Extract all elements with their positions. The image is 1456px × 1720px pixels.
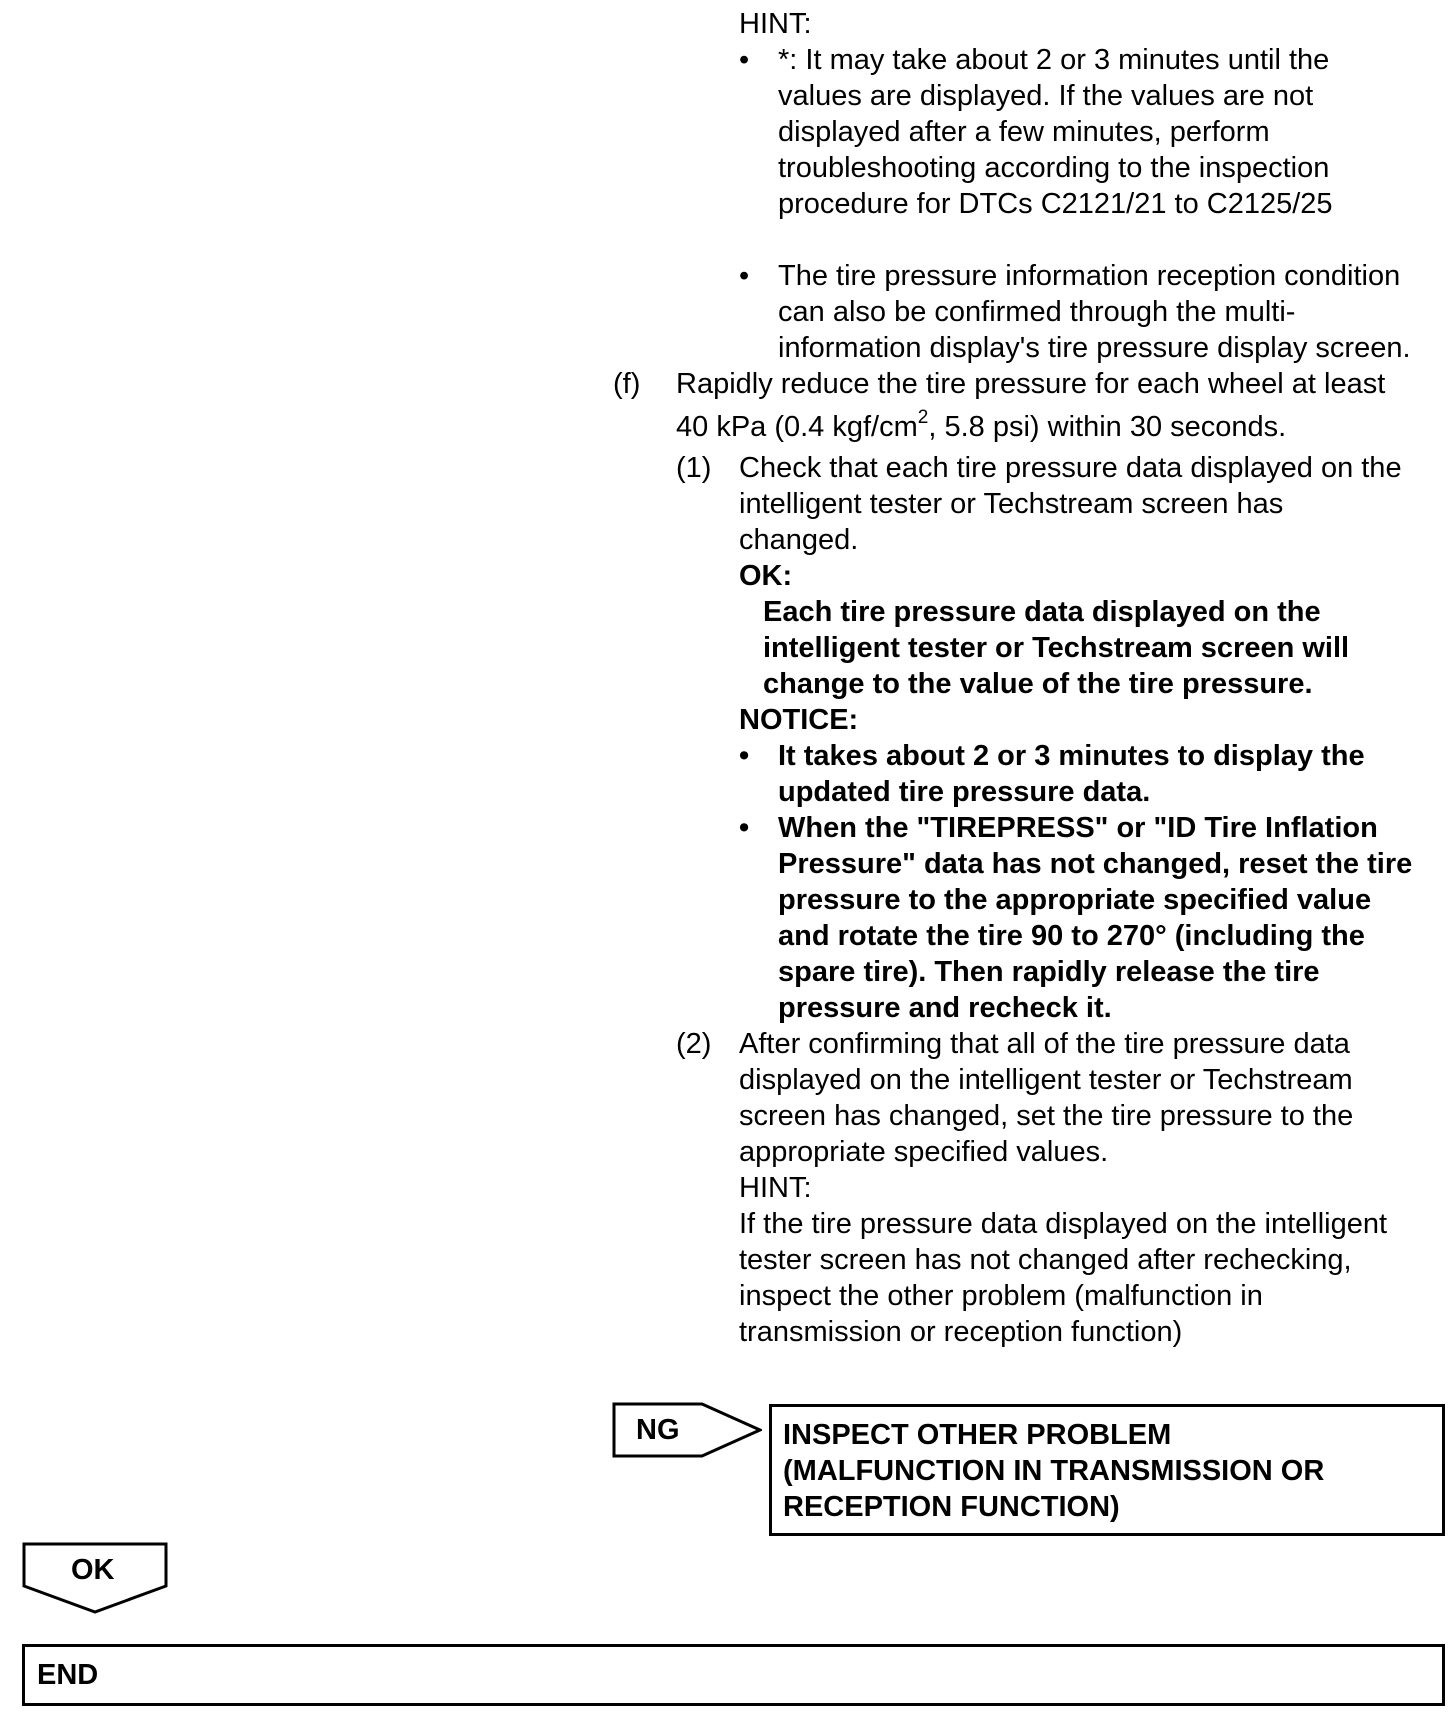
step-f-line-2-pre: 40 kPa (0.4 kgf/cm <box>676 411 918 443</box>
hint-bullet-1-line-4: troubleshooting according to the inspection <box>778 152 1330 184</box>
step-f-line-2 <box>676 409 1286 445</box>
hint-bullet-1-line-1: *: It may take about 2 or 3 minutes until the <box>778 44 1330 76</box>
end-label: END <box>37 1659 99 1691</box>
sub-1-line-3: changed. <box>739 524 859 556</box>
superscript-2: 2 <box>917 407 929 429</box>
sub-2-line-2: displayed on the intelligent tester or Techstream <box>739 1064 1353 1096</box>
sub-2-line-1: After confirming that all of the tire pressure data <box>739 1028 1350 1060</box>
end-box <box>22 1644 1445 1706</box>
sub-1-line-1: Check that each tire pressure data displayed on the <box>739 452 1402 484</box>
notice-bullet-2-line-2: Pressure" data has not changed, reset the tire <box>778 848 1413 880</box>
hint-bullet-1-line-2: values are displayed. If the values are not <box>778 80 1314 112</box>
notice-bullet-2-line-6: pressure and recheck it. <box>778 992 1112 1024</box>
step-f-line-1: Rapidly reduce the tire pressure for each wheel at least <box>676 368 1386 400</box>
ng-result-line-3: RECEPTION FUNCTION) <box>783 1491 1120 1523</box>
ng-label: NG <box>636 1414 680 1446</box>
ng-result-box <box>769 1404 1445 1536</box>
ok-line-3: change to the value of the tire pressure. <box>763 668 1313 700</box>
ok-line-2: intelligent tester or Techstream screen will <box>763 632 1350 664</box>
sub-2-hint-heading: HINT: <box>739 1172 812 1204</box>
sub-2-line-3: screen has changed, set the tire pressure to the <box>739 1100 1354 1132</box>
sub-1-line-2: intelligent tester or Techstream screen has <box>739 488 1284 520</box>
sub-2-hint-line-1: If the tire pressure data displayed on the intelligent <box>739 1208 1388 1240</box>
sub-2-line-4: appropriate specified values. <box>739 1136 1109 1168</box>
notice-bullet-2-line-1: When the "TIREPRESS" or "ID Tire Inflation <box>778 812 1378 844</box>
hint-bullet-1-line-3: displayed after a few minutes, perform <box>778 116 1270 148</box>
ng-arrow-shape <box>612 1402 762 1466</box>
ok-heading: OK: <box>739 560 793 592</box>
hint-bullet-2-line-2: can also be confirmed through the multi- <box>778 296 1296 328</box>
ng-result-line-1: INSPECT OTHER PROBLEM <box>783 1419 1172 1451</box>
notice-bullet-2-line-5: spare tire). Then rapidly release the tire <box>778 956 1320 988</box>
notice-bullet-2-line-3: pressure to the appropriate specified value <box>778 884 1372 916</box>
sub-1-label: (1) <box>676 452 712 484</box>
ok-label: OK <box>71 1554 115 1586</box>
step-f-label: (f) <box>613 368 641 400</box>
hint-bullet-2-line-3: information display's tire pressure display screen. <box>778 332 1411 364</box>
notice-bullet-1-line-2: updated tire pressure data. <box>778 776 1151 808</box>
notice-bullet-1-line-1: It takes about 2 or 3 minutes to display the <box>778 740 1365 772</box>
hint-heading: HINT: <box>739 8 812 40</box>
notice-bullet-2-line-4: and rotate the tire 90 to 270° (including the <box>778 920 1365 952</box>
hint-bullet-1-line-5: procedure for DTCs C2121/21 to C2125/25 <box>778 188 1333 220</box>
ng-result-line-2: (MALFUNCTION IN TRANSMISSION OR <box>783 1455 1325 1487</box>
step-f-line-2-post: , 5.8 psi) within 30 seconds. <box>928 411 1287 443</box>
sub-2-label: (2) <box>676 1028 712 1060</box>
bullet-glyph: • <box>739 44 750 76</box>
sub-2-hint-line-3: inspect the other problem (malfunction in <box>739 1280 1263 1312</box>
bullet-glyph: • <box>739 812 750 844</box>
hint-bullet-2-line-1: The tire pressure information reception condition <box>778 260 1401 292</box>
sub-2-hint-line-2: tester screen has not changed after rechecking, <box>739 1244 1352 1276</box>
ok-line-1: Each tire pressure data displayed on the <box>763 596 1321 628</box>
bullet-glyph: • <box>739 260 750 292</box>
bullet-glyph: • <box>739 740 750 772</box>
notice-heading: NOTICE: <box>739 704 859 736</box>
sub-2-hint-line-4: transmission or reception function) <box>739 1316 1183 1348</box>
